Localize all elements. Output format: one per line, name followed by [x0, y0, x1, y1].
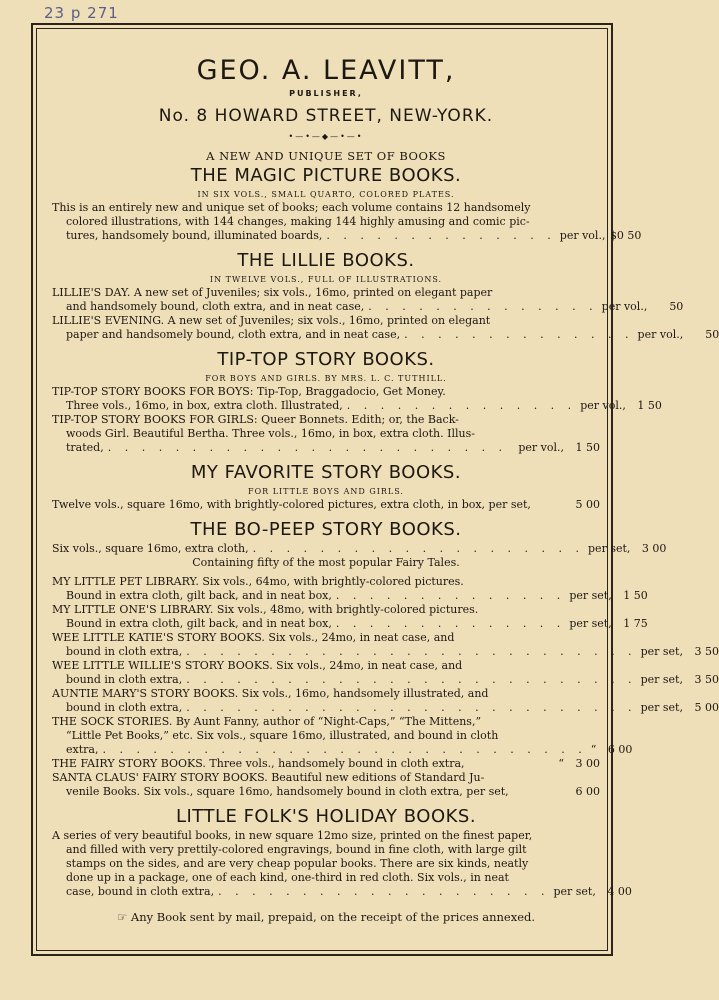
price: 1 50: [637, 399, 662, 412]
text-line: paper and handsomely bound, cloth extra, and in neat case,: [66, 328, 401, 341]
price: 3 50: [694, 673, 719, 686]
publisher-address: No. 8 HOWARD STREET, NEW-YORK.: [158, 106, 494, 126]
text-line: trated,: [66, 441, 104, 454]
price: 1 75: [623, 617, 648, 630]
lillie-subtitle: IN TWELVE VOLS., FULL OF ILLUSTRATIONS.: [209, 275, 443, 284]
price: 3 00: [641, 542, 667, 555]
text-line: LILLIE'S EVENING. A new set of Juveniles; six vols., 16mo, printed on elegant: [52, 314, 491, 327]
price-unit: per vol.,: [637, 328, 684, 341]
text-line: done up in a package, one of each kind, one-third in red cloth. Six vols., in neat: [66, 871, 509, 884]
pet-library: [52, 575, 648, 603]
tiptop-boys: [52, 385, 662, 413]
tiptop-subtitle: FOR BOYS AND GIRLS. BY MRS. L. C. TUTHILL.: [205, 374, 447, 383]
price-unit: per set,: [569, 589, 612, 602]
ornament-divider: •—•—◆—•—•: [288, 132, 364, 141]
price-line: bound in cloth extra, . . . . . . . . . . . . . . . . . . . . . . . . . . . per set, 3 50: [66, 645, 719, 658]
price-unit: per set,: [640, 673, 683, 686]
price: 5 00: [575, 498, 600, 511]
sock-stories: [52, 715, 633, 757]
favorite-line: [52, 498, 600, 512]
holiday-title: LITTLE FOLK'S HOLIDAY BOOKS.: [175, 806, 477, 827]
favorite-title: MY FAVORITE STORY BOOKS.: [190, 462, 462, 483]
price: 3 50: [694, 645, 719, 658]
holiday-description: [52, 829, 632, 899]
price-line: tures, handsomely bound, illuminated boards, . . . . . . . . . . . . . . per vol., $0 50: [66, 229, 642, 242]
price-unit: per vol.,: [559, 229, 606, 242]
price-unit: per set,: [588, 542, 631, 555]
text-line: woods Girl. Beautiful Bertha. Three vols., 16mo, in box, extra cloth. Illus-: [66, 427, 475, 440]
price: 1 50: [575, 441, 600, 454]
tiptop-girls: [52, 413, 600, 455]
willie-books: [52, 659, 719, 687]
price-line: Bound in extra cloth, gilt back, and in neat box, . . . . . . . . . . . . . . per set, 1 75: [66, 617, 648, 630]
lillie-evening: [52, 314, 719, 342]
lillie-day: [52, 286, 684, 314]
text-line: WEE LITTLE WILLIE'S STORY BOOKS. Six vols., 24mo, in neat case, and: [52, 659, 463, 672]
price-line: case, bound in cloth extra, . . . . . . . . . . . . . . . . . . . . per set, 4 00: [66, 885, 632, 898]
price-line: paper and handsomely bound, cloth extra, and in neat case, . . . . . . . . . . . . . . per vol., 50: [66, 328, 719, 341]
price-line: bound in cloth extra, . . . . . . . . . . . . . . . . . . . . . . . . . . . per set, 3 50: [66, 673, 719, 686]
text-line: and filled with very prettily-colored engravings, bound in fine cloth, with large gilt: [66, 843, 527, 856]
katie-books: [52, 631, 719, 659]
auntie-books: [52, 687, 719, 715]
price-unit: per vol.,: [601, 300, 648, 313]
text-line: Bound in extra cloth, gilt back, and in neat box,: [66, 589, 332, 602]
price: 4 00: [607, 885, 632, 898]
text-line: tures, handsomely bound, illuminated boards,: [66, 229, 323, 242]
favorite-subtitle: FOR LITTLE BOYS AND GIRLS.: [248, 487, 404, 496]
text-line: extra,: [66, 743, 99, 756]
bopeep-line: Six vols., square 16mo, extra cloth, . . . . . . . . . . . . . . . . . . . . per set, 3 00: [52, 542, 667, 555]
text-line: AUNTIE MARY'S STORY BOOKS. Six vols., 16mo, handsomely illustrated, and: [52, 687, 489, 700]
magic-subtitle: IN SIX VOLS., SMALL QUARTO, COLORED PLATES.: [197, 190, 455, 199]
text-line: Twelve vols., square 16mo, with brightly-colored pictures, extra cloth, in box, per set,: [52, 498, 531, 511]
price-unit: “: [590, 743, 597, 756]
pencil-annotation: 23 p 271: [44, 4, 119, 22]
text-line: “Little Pet Books,” etc. Six vols., square 16mo, illustrated, and bound in cloth: [66, 729, 499, 742]
text-line: MY LITTLE ONE'S LIBRARY. Six vols., 48mo, with brightly-colored pictures.: [52, 603, 479, 616]
price: $0 50: [609, 229, 642, 242]
mail-notice: [52, 909, 600, 925]
text-line: A series of very beautiful books, in new square 12mo size, printed on the finest paper,: [52, 829, 533, 842]
magic-description: [52, 201, 642, 243]
price-unit: per set,: [640, 645, 683, 658]
text-line: SANTA CLAUS' FAIRY STORY BOOKS. Beautiful new editions of Standard Ju-: [52, 771, 485, 784]
text-line: case, bound in cloth extra,: [66, 885, 215, 898]
text-line: TIP-TOP STORY BOOKS FOR BOYS: Tip-Top, Braggadocio, Get Money.: [52, 385, 446, 398]
price-line: extra, . . . . . . . . . . . . . . . . . . . . . . . . . . . . . “ 6 00: [66, 743, 633, 756]
publisher-name: GEO. A. LEAVITT,: [196, 55, 456, 86]
advertisement-page: [52, 50, 719, 925]
text-line: THE SOCK STORIES. By Aunt Fanny, author of “Night-Caps,” “The Mittens,”: [52, 715, 482, 728]
text-line: This is an entirely new and unique set of books; each volume contains 12 handsomely: [52, 201, 531, 214]
text-line: venile Books. Six vols., square 16mo, handsomely bound in cloth extra, per set,: [66, 785, 509, 798]
text-line: bound in cloth extra,: [66, 673, 183, 686]
price: 6 00: [575, 785, 600, 798]
bopeep-note: Containing fifty of the most popular Fairy Tales.: [192, 556, 460, 569]
text-line: and handsomely bound, cloth extra, and in neat case,: [66, 300, 365, 313]
text-line: THE FAIRY STORY BOOKS. Three vols., handsomely bound in cloth extra,: [52, 757, 465, 770]
price-unit: per set,: [553, 885, 596, 898]
bopeep-title: THE BO-PEEP STORY BOOKS.: [190, 519, 462, 540]
price-unit: per vol.,: [580, 399, 626, 412]
price: 50: [669, 300, 684, 313]
price-line: bound in cloth extra, . . . . . . . . . . . . . . . . . . . . . . . . . . . per set, 5 00: [66, 701, 719, 714]
price-unit: per vol.,: [518, 441, 564, 454]
pointing-hand-icon: ☞: [116, 910, 128, 924]
tiptop-title: TIP-TOP STORY BOOKS.: [217, 349, 435, 370]
price-unit: per set,: [569, 617, 612, 630]
price-line: and handsomely bound, cloth extra, and in neat case, . . . . . . . . . . . . . . per vol., 50: [66, 300, 684, 313]
price: 5 00: [694, 701, 719, 714]
publisher-role: PUBLISHER,: [289, 89, 363, 98]
text-line: bound in cloth extra,: [66, 645, 183, 658]
text-line: bound in cloth extra,: [66, 701, 183, 714]
price-unit: “: [558, 757, 564, 770]
price: 1 50: [623, 589, 648, 602]
santa-books: [52, 771, 600, 799]
text-line: TIP-TOP STORY BOOKS FOR GIRLS: Queer Bonnets. Edith; or, the Back-: [52, 413, 459, 426]
price-line: [52, 785, 600, 799]
lillie-title: THE LILLIE BOOKS.: [237, 250, 415, 271]
text-line: stamps on the sides, and are very cheap popular books. There are six kinds, neatly: [66, 857, 529, 870]
text-line: Bound in extra cloth, gilt back, and in neat box,: [66, 617, 332, 630]
price: 3 00: [575, 757, 600, 770]
price-line: Three vols., 16mo, in box, extra cloth. Illustrated, . . . . . . . . . . . . . . per vol., 1 50: [66, 399, 662, 412]
text-line: Three vols., 16mo, in box, extra cloth. Illustrated,: [66, 399, 343, 412]
mail-notice-text: Any Book sent by mail, prepaid, on the receipt of the prices annexed.: [130, 910, 536, 924]
text-line: LILLIE'S DAY. A new set of Juveniles; six vols., 16mo, printed on elegant paper: [52, 286, 493, 299]
ones-library: [52, 603, 648, 631]
price: 6 00: [607, 743, 633, 756]
text-line: colored illustrations, with 144 changes, making 144 highly amusing and comic pic-: [66, 215, 530, 228]
price-unit: per set,: [640, 701, 683, 714]
text-line: WEE LITTLE KATIE'S STORY BOOKS. Six vols., 24mo, in neat case, and: [52, 631, 455, 644]
magic-kicker: A NEW AND UNIQUE SET OF BOOKS: [206, 149, 446, 163]
price: 50: [705, 328, 719, 341]
text-line: MY LITTLE PET LIBRARY. Six vols., 64mo, with brightly-colored pictures.: [52, 575, 464, 588]
price-line: trated, . . . . . . . . . . . . . . . . . . . . . . . . per vol., 1 50: [66, 441, 600, 454]
text-line: Six vols., square 16mo, extra cloth,: [52, 542, 249, 555]
magic-title: THE MAGIC PICTURE BOOKS.: [190, 165, 462, 186]
price-line: Bound in extra cloth, gilt back, and in neat box, . . . . . . . . . . . . . . per set, 1 50: [66, 589, 648, 602]
fairy-books: [52, 757, 600, 771]
